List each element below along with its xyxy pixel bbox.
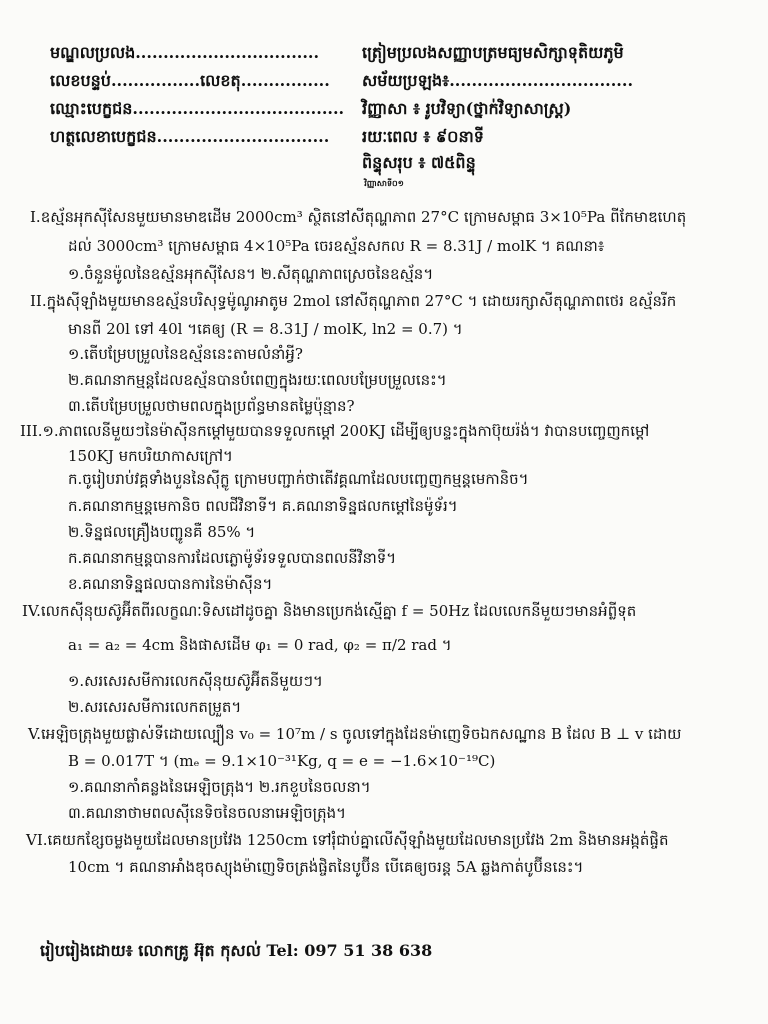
question-3-line-5: ២.ទិន្នផលគ្រឿងបញ្ជូនគឺ 85% ។ [68,523,256,541]
question-2-line-2: មានពី 20l ទៅ 40l ។គេឲ្យ (R = 8.31J / molK, ln2 = 0.7) ។ [68,320,463,338]
question-5-line-1: V.អេឡិចត្រុងមួយផ្លាស់ទីដោយល្បឿន v₀ = 10⁷m / s ចូលទៅក្នុងដែនម៉ាញេទិចឯកសណ្ឋាន B ដែល B ⊥ v ដោយ [28,725,682,743]
question-3-line-1: III.១.ភាពលេនីមួយៗនៃម៉ាស៊ីនកម្ដៅមួយបានទទួលកម្ដៅ 200KJ ដើម្បីឲ្យបន្ទះក្នុងកាប៊ុយរ៉ង់។ វាបានបញ្ចេញកម្ដៅ [20,422,650,440]
question-3-line-6: ក.គណនាកម្មន្តបានការដែលភ្លោម៉ូទ័រទទួលបានពលនីវិនាទី។ [68,549,397,567]
exam-heading: ត្រៀមប្រលងសញ្ញាបត្រមធ្យមសិក្សាទុតិយភូមិ [362,43,624,62]
total-score-field: ពិន្ទុសរុប ៖ ៧៥ពិន្ទុ [362,153,476,172]
exam-title: វិញ្ញាសាទី០១ [364,178,404,188]
question-1-line-1: I.ឧស្ម័នអុកស៊ីសែនមួយមានមាឌដើម 2000cm³ ស្ថិតនៅសីតុណ្ហភាព 27°C ក្រោមសម្ពាធ 3×10⁵Pa ពីកែមាឌហេតុ [30,208,687,226]
room-number-field: លេខបន្ទប់................លេខតុ................ [50,71,330,90]
question-5-line-2: B = 0.017T ។ (mₑ = 9.1×10⁻³¹Kg, q = e = −1.6×10⁻¹⁹C) [68,752,496,770]
duration-field: រយៈពេល ៖ ៩០នាទី [362,127,484,146]
question-2-line-3: ១.តើបម្រែបម្រួលនៃឧស្ម័ននេះតាមលំនាំអ្វី? [68,345,303,363]
question-4-line-1: IV.លេកស៊ីនុយស៊ូអ៊ីតពីរលក្ខណៈទិសដៅដូចគ្នា និងមានប្រេកង់ស្មើគ្នា f = 50Hz ដែលលេកនីមួយៗមានអំព្លីទុត [22,602,637,620]
question-3-line-3: ក.ចូរៀបរាប់វគ្គទាំងបួននៃស៊ីក្លូ ក្រោមបញ្ជាក់ថាតើវគ្គណាដែលបញ្ចេញកម្មន្តមេកានិច។ [68,470,529,488]
exam-center-field: មណ្ឌលប្រលង................................. [50,43,320,62]
session-field: សម័យប្រឡង៖................................. [362,71,634,90]
subject-field: វិញ្ញាសា ៖ រូបវិទ្យា(ថ្នាក់វិទ្យាសាស្ត្រ) [362,99,572,118]
question-4-line-3: ១.សរសេរសមីការលេកស៊ីនុយស៊ូអ៊ីតនីមួយៗ។ [68,672,323,690]
question-2-line-1: II.ក្នុងស៊ីឡាំងមួយមានឧស្ម័នបរិសុទ្ធម៉ូណូអាតូម 2mol នៅសីតុណ្ហភាព 27°C ។ ដោយរក្សាសីតុណ្ហភាពថេរ ឧស្ម័នរីក [30,292,677,310]
candidate-signature-field: ហត្ថលេខាបេក្ខជន............................... [50,127,330,146]
question-2-line-4: ២.គណនាកម្មន្តដែលឧស្ម័នបានបំពេញក្នុងរយៈពេលបម្រែបម្រួលនេះ។ [68,371,447,389]
question-4-line-4: ២.សរសេរសមីការលេកតម្រួត។ [68,698,242,716]
question-1-line-3: ១.ចំនួនម៉ូលនៃឧស្ម័នអុកស៊ីសែន។ ២.សីតុណ្ហភាពស្រេចនៃឧស្ម័ន។ [68,265,434,283]
question-6-line-2: 10cm ។ គណនាអាំងឌុចស្យុងម៉ាញេទិចត្រង់ផ្ចិតនៃបូប៊ីន បើគេឲ្យចរន្ត 5A ឆ្លងកាត់បូប៊ីននេះ។ [68,858,584,876]
question-3-line-7: ខ.គណនាទិន្នផលបានការនៃម៉ាស៊ីន។ [68,575,273,593]
question-2-line-5: ៣.តើបម្រែបម្រួលថាមពលក្នុងប្រព័ន្ធមានតម្លៃប៉ុន្មាន? [68,397,355,415]
question-5-line-3: ១.គណនាកាំគន្លងនៃអេឡិចត្រុង។ ២.រកខួបនៃចលនា។ [68,778,371,796]
question-1-line-2: ដល់ 3000cm³ ក្រោមសម្ពាធ 4×10⁵Pa ចេរឧស្ម័នសកល R = 8.31J / molK ។ គណនា៖ [68,237,605,255]
question-3-line-2: 150KJ មកបរិយាកាសក្រៅ។ [68,447,233,465]
question-5-line-4: ៣.គណនាថាមពលស៊ីនេទិចនៃចលនាអេឡិចត្រុង។ [68,804,347,822]
question-3-line-4: ក.គណនាកម្មន្តមេកានិច ពលជីវិនាទី។ គ.គណនាទិន្នផលកម្ដៅនៃម៉ូទ័រ។ [68,497,458,515]
author-credit: រៀបរៀងដោយ៖ លោកគ្រូ អ៊ុត កុសល់ Tel: 097 51 38 638 [40,941,433,960]
question-4-line-2: a₁ = a₂ = 4cm និងផាសដើម φ₁ = 0 rad, φ₂ = π/2 rad ។ [68,636,452,654]
candidate-name-field: ឈ្មោះបេក្ខជន...................................... [50,99,345,118]
question-6-line-1: VI.គេយកខ្សែចម្លងមួយដែលមានប្រវែង 1250cm ទៅរុំជាប់គ្នាលើស៊ីឡាំងមួយដែលមានប្រវែង 2m និងមានអង្កត់ផ្ចិត [26,831,669,849]
